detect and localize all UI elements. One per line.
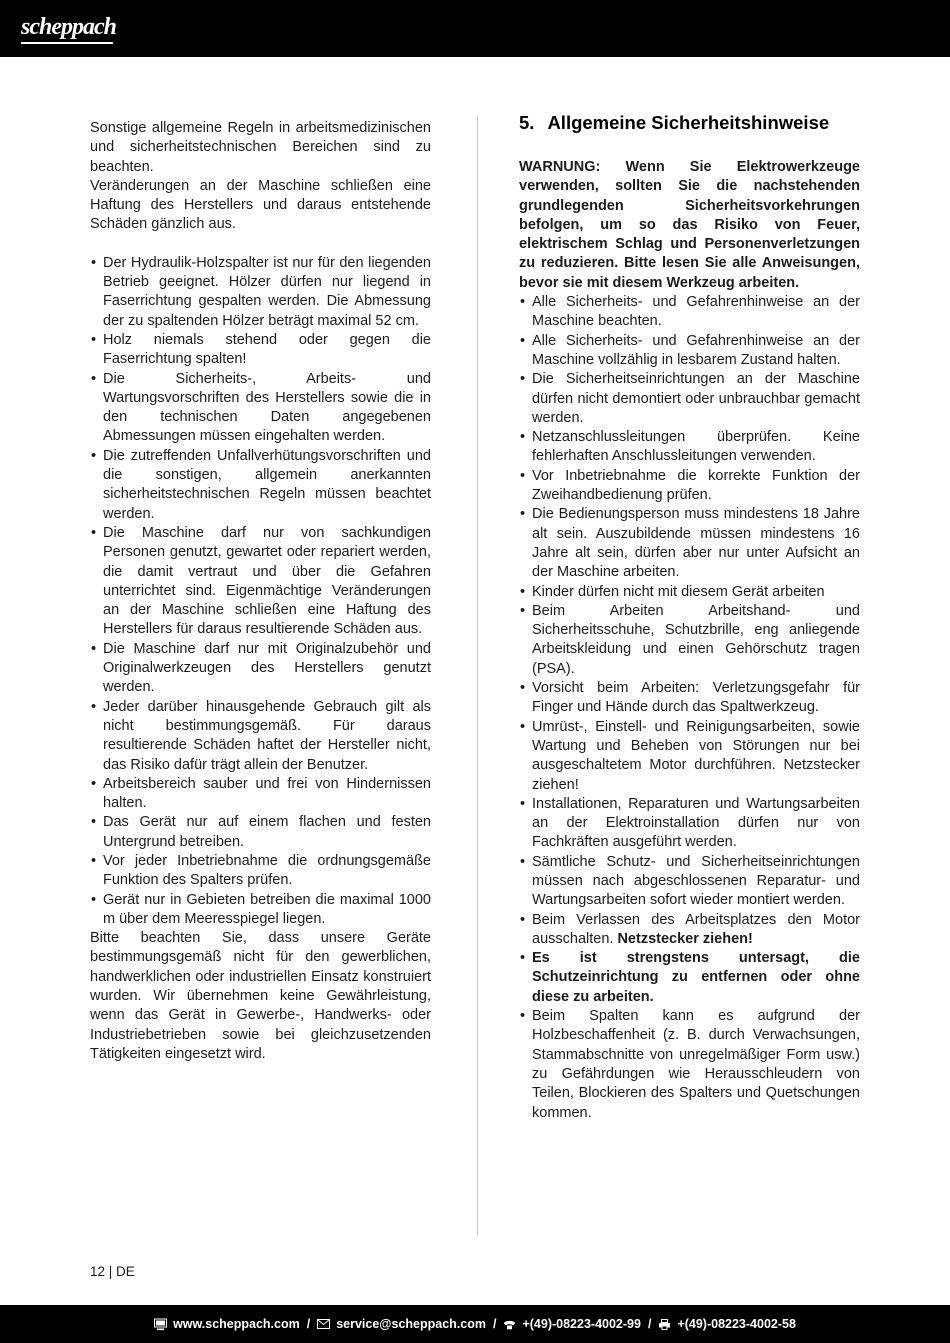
section-title: Allgemeine Sicherheitshinweise (547, 112, 830, 133)
separator: / (306, 1317, 311, 1331)
left-column (90, 119, 431, 1064)
warning-paragraph: WARNUNG: Wenn Sie Elektrowerkzeuge verwenden, sollten Sie die nachstehenden grundlegenden Sicherheitsvorkehrungen befolgen, um so das Risiko von Feuer, elektrischem Schlag und Personenverletzungen zu reduzieren. Bitte lesen Sie alle Anweisungen, bevor sie mit diesem Werkzeug arbeiten. (519, 159, 860, 291)
list-item-text: Die Sicherheits-, Arbeits- und Wartungsvorschriften des Herstellers sowie die in den technischen Daten angegebenen Abmessungen müssen eingehalten werden. (103, 370, 431, 445)
list-item-text: Beim Arbeiten Arbeitshand- und Sicherheitsschuhe, Schutzbrille, eng anliegende Arbeitskleidung und einen Gehörschutz tragen (PSA). (532, 602, 860, 677)
list-item-text: Das Gerät nur auf einem flachen und festen Untergrund betreiben. (103, 814, 431, 850)
phone-segment (503, 1317, 641, 1331)
list-item (90, 640, 431, 698)
list-item (90, 852, 431, 891)
list-item-text: Gerät nur in Gebieten betreiben die maximal 1000 m über dem Meeresspiegel liegen. (103, 891, 431, 927)
list-item-text: Die Maschine darf nur mit Originalzubehör und Originalwerkzeugen des Herstellers genutzt werden. (103, 640, 431, 696)
list-item (519, 718, 860, 795)
phone-text: +(49)-08223-4002-99 (522, 1317, 641, 1331)
separator: / (492, 1317, 497, 1331)
fax-icon (658, 1319, 671, 1330)
list-item-bold-text: Netzstecker ziehen! (617, 930, 753, 947)
list-item-text: Holz niemals stehend oder gegen die Faserrichtung spalten! (103, 331, 431, 368)
list-item (519, 795, 860, 853)
list-item (90, 813, 431, 852)
list-item (519, 370, 860, 428)
list-item-bold-text: Es ist strengstens untersagt, die Schutzeinrichtung zu entfernen oder ohne diese zu arbeiten. (532, 950, 860, 1005)
list-item-text: Vor Inbetriebnahme die korrekte Funktion der Zweihandbedienung prüfen. (532, 467, 860, 504)
list-item-text: Arbeitsbereich sauber und frei von Hindernissen halten. (103, 775, 431, 812)
closing-paragraph: Bitte beachten Sie, dass unsere Geräte bestimmungsgemäß nicht für den gewerblichen, handwerklichen oder industriellen Einsatz konstruiert wurden. Wir übernehmen keine Gewährleistung, wenn das Gerät in Gewerbe-, Handwerks- oder Industriebetrieben sowie bei gleichzusetzenden Tätigkeiten eingesetzt wird. (90, 930, 431, 1062)
list-item-text: Installationen, Reparaturen und Wartungsarbeiten an der Elektroinstallation dürfen nur von Fachkräften ausgeführt werden. (532, 795, 860, 851)
list-item (519, 679, 860, 718)
section-heading (519, 112, 860, 134)
list-item (90, 524, 431, 640)
list-item-text: Die Maschine darf nur von sachkundigen Personen genutzt, gewartet oder repariert werden, die damit vertraut und über die Gefahren unterrichtet sind. Eigenmächtige Veränderungen an der Maschine schließen eine Haftung des Herstellers für daraus resultierende Schäden aus. (103, 524, 431, 638)
list-item-text: Vorsicht beim Arbeiten: Verletzungsgefahr für Finger und Hände durch das Spaltwerkzeug. (532, 680, 860, 716)
list-item (90, 370, 431, 447)
list-item (519, 583, 860, 602)
list-item (90, 447, 431, 524)
intro-paragraph: Sonstige allgemeine Regeln in arbeitsmedizinischen und sicherheitstechnischen Bereichen sind zu beachten. (90, 120, 431, 175)
logo-text: scheppach (21, 14, 116, 40)
column-divider (477, 115, 478, 1235)
list-item-text: Alle Sicherheits- und Gefahrenhinweise an der Maschine beachten. (532, 294, 860, 330)
envelope-icon (317, 1319, 330, 1329)
list-item (519, 428, 860, 467)
logo-underline (21, 42, 113, 44)
email-segment (317, 1317, 486, 1331)
fax-segment (658, 1317, 796, 1331)
list-item (519, 505, 860, 582)
computer-icon (154, 1318, 167, 1331)
list-item-text: Beim Verlassen des Arbeitsplatzes den Motor ausschalten. (532, 911, 860, 947)
header-bar (0, 0, 950, 57)
list-item (519, 467, 860, 506)
list-item (519, 949, 860, 1007)
list-item (519, 1007, 860, 1123)
list-item-text: Alle Sicherheits- und Gefahrenhinweise an der Maschine vollzählig in lesbarem Zustand halten. (532, 332, 860, 368)
list-item (519, 332, 860, 371)
email-text: service@scheppach.com (336, 1317, 486, 1331)
page-number: 12 | DE (90, 1264, 135, 1279)
website-segment (154, 1317, 300, 1331)
list-item-text: Sämtliche Schutz- und Sicherheitseinrichtungen müssen nach abgeschlossenen Reparatur- und Wartungsarbeiten sofort wieder montiert werden. (532, 853, 860, 909)
list-item (90, 891, 431, 930)
separator: / (647, 1317, 652, 1331)
list-item (519, 911, 860, 950)
fax-text: +(49)-08223-4002-58 (677, 1317, 796, 1331)
list-item (90, 254, 431, 331)
list-item-text: Kinder dürfen nicht mit diesem Gerät arbeiten (532, 583, 825, 600)
list-item-text: Umrüst-, Einstell- und Reinigungsarbeiten, sowie Wartung und Beheben von Störungen nur bei ausgeschaltetem Motor durchführen. Netzstecker ziehen! (532, 718, 860, 793)
section-number: 5. (519, 112, 535, 133)
scheppach-logo (14, 7, 128, 52)
list-item (90, 775, 431, 814)
list-item-text: Beim Spalten kann es aufgrund der Holzbeschaffenheit (z. B. durch Verwachsungen, Stammabschnitte von unregelmäßiger Form usw.) zu Gefährdungen wie Herausschleudern von Teilen, Blockieren des Spalters und Quetschungen kommen. (532, 1008, 860, 1121)
bullet-list (90, 254, 431, 929)
list-item-text: Vor jeder Inbetriebnahme die ordnungsgemäße Funktion des Spalters prüfen. (103, 852, 431, 889)
phone-icon (503, 1319, 516, 1330)
right-column (519, 112, 860, 1123)
list-item-text: Die Bedienungsperson muss mindestens 18 Jahre alt sein. Auszubildende müssen mindestens 16 Jahre alt sein, dürfen aber nur unter Aufsicht an der Maschine arbeiten. (532, 506, 860, 581)
list-item (519, 293, 860, 332)
list-item (519, 602, 860, 679)
website-text: www.scheppach.com (173, 1317, 300, 1331)
list-item (519, 853, 860, 911)
list-item-text: Jeder darüber hinausgehende Gebrauch gilt als nicht bestimmungsgemäß. Für daraus resultierende Schäden haftet der Hersteller nicht, das Risiko dafür trägt allein der Benutzer. (103, 698, 431, 773)
list-item-text: Die Sicherheitseinrichtungen an der Maschine dürfen nicht demontiert oder unbrauchbar gemacht werden. (532, 371, 860, 426)
intro-paragraph: Veränderungen an der Maschine schließen eine Haftung des Herstellers und daraus entstehende Schäden gänzlich aus. (90, 177, 431, 233)
bullet-list (519, 293, 860, 1123)
footer-bar (0, 1305, 950, 1343)
list-item-text: Netzanschlussleitungen überprüfen. Keine fehlerhaften Anschlussleitungen verwenden. (532, 429, 860, 465)
list-item-text: Der Hydraulik-Holzspalter ist nur für den liegenden Betrieb geeignet. Hölzer dürfen nur liegend in Faserrichtung gespalten werden. Die Abmessung der zu spaltenden Hölzer beträgt maximal 52 cm. (103, 254, 431, 329)
list-item-text: Die zutreffenden Unfallverhütungsvorschriften und die sonstigen, allgemein anerkannten sicherheitstechnischen Regeln müssen beachtet werden. (103, 447, 431, 522)
list-item (90, 331, 431, 370)
list-item (90, 698, 431, 775)
